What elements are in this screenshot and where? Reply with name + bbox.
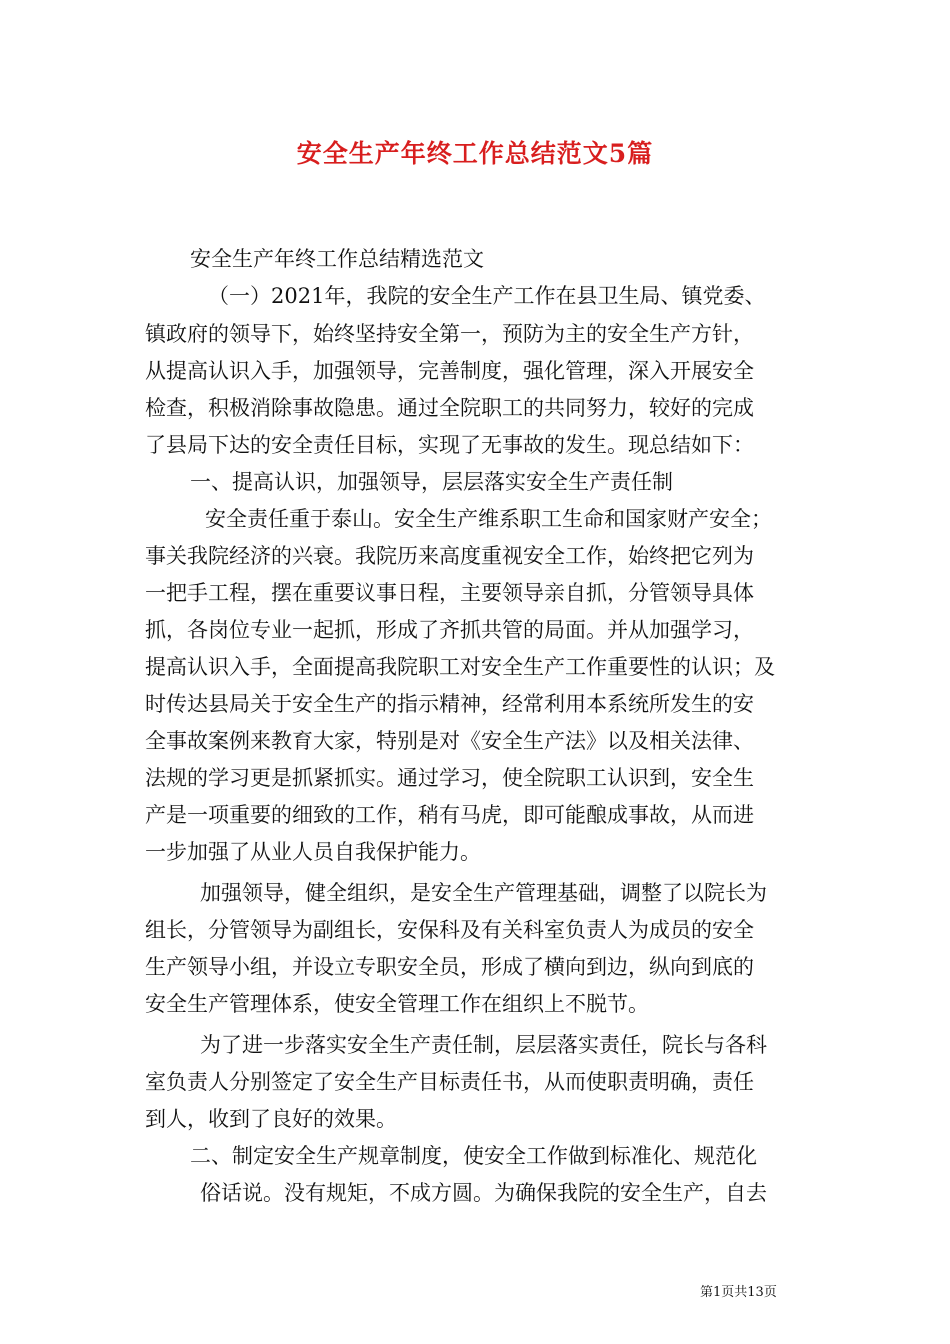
body-line: 加强领导，健全组织，是安全生产管理基础，调整了以院长为 xyxy=(200,881,767,905)
body-line: 镇政府的领导下，始终坚持安全第一，预防为主的安全生产方针， xyxy=(145,322,754,346)
body-line: 为了进一步落实安全生产责任制，层层落实责任，院长与各科 xyxy=(200,1033,767,1057)
body-line: 提高认识入手，全面提高我院职工对安全生产工作重要性的认识；及 xyxy=(145,655,775,679)
body-line: 法规的学习更是抓紧抓实。通过学习，使全院职工认识到，安全生 xyxy=(145,766,754,790)
body-line: 安全生产年终工作总结精选范文 xyxy=(190,247,484,271)
body-line: （一）2021年，我院的安全生产工作在县卫生局、镇党委、 xyxy=(208,284,766,308)
body-line: 了县局下达的安全责任目标，实现了无事故的发生。现总结如下： xyxy=(145,433,754,457)
body-line: 生产领导小组，并设立专职安全员，形成了横向到边，纵向到底的 xyxy=(145,955,754,979)
body-line: 组长，分管领导为副组长，安保科及有关科室负责人为成员的安全 xyxy=(145,918,754,942)
body-line: 从提高认识入手，加强领导，完善制度，强化管理，深入开展安全 xyxy=(145,359,754,383)
body-line: 时传达县局关于安全生产的指示精神，经常利用本系统所发生的安 xyxy=(145,692,754,716)
body-line: 产是一项重要的细致的工作，稍有马虎，即可能酿成事故，从而进 xyxy=(145,803,754,827)
page-number: 第1页共13页 xyxy=(700,1285,777,1300)
body-line: 检查，积极消除事故隐患。通过全院职工的共同努力，较好的完成 xyxy=(145,396,754,420)
body-line: 一、提高认识，加强领导，层层落实安全生产责任制 xyxy=(190,470,673,494)
body-line: 安全责任重于泰山。安全生产维系职工生命和国家财产安全； xyxy=(205,507,772,531)
body-line: 安全生产管理体系，使安全管理工作在组织上不脱节。 xyxy=(145,992,649,1016)
body-line: 室负责人分别签定了安全生产目标责任书，从而使职责明确，责任 xyxy=(145,1070,754,1094)
body-line: 到人，收到了良好的效果。 xyxy=(145,1107,397,1131)
body-line: 一步加强了从业人员自我保护能力。 xyxy=(145,840,481,864)
body-line: 一把手工程，摆在重要议事日程，主要领导亲自抓，分管领导具体 xyxy=(145,581,754,605)
body-line: 二、制定安全生产规章制度，使安全工作做到标准化、规范化 xyxy=(190,1144,757,1168)
body-line: 抓，各岗位专业一起抓，形成了齐抓共管的局面。并从加强学习， xyxy=(145,618,754,642)
body-line: 全事故案例来教育大家，特别是对《安全生产法》以及相关法律、 xyxy=(145,729,754,753)
body-line: 事关我院经济的兴衰。我院历来高度重视安全工作，始终把它列为 xyxy=(145,544,754,568)
document-title: 安全生产年终工作总结范文5篇 xyxy=(296,139,654,168)
body-line: 俗话说。没有规矩，不成方圆。为确保我院的安全生产，自去 xyxy=(200,1181,767,1205)
